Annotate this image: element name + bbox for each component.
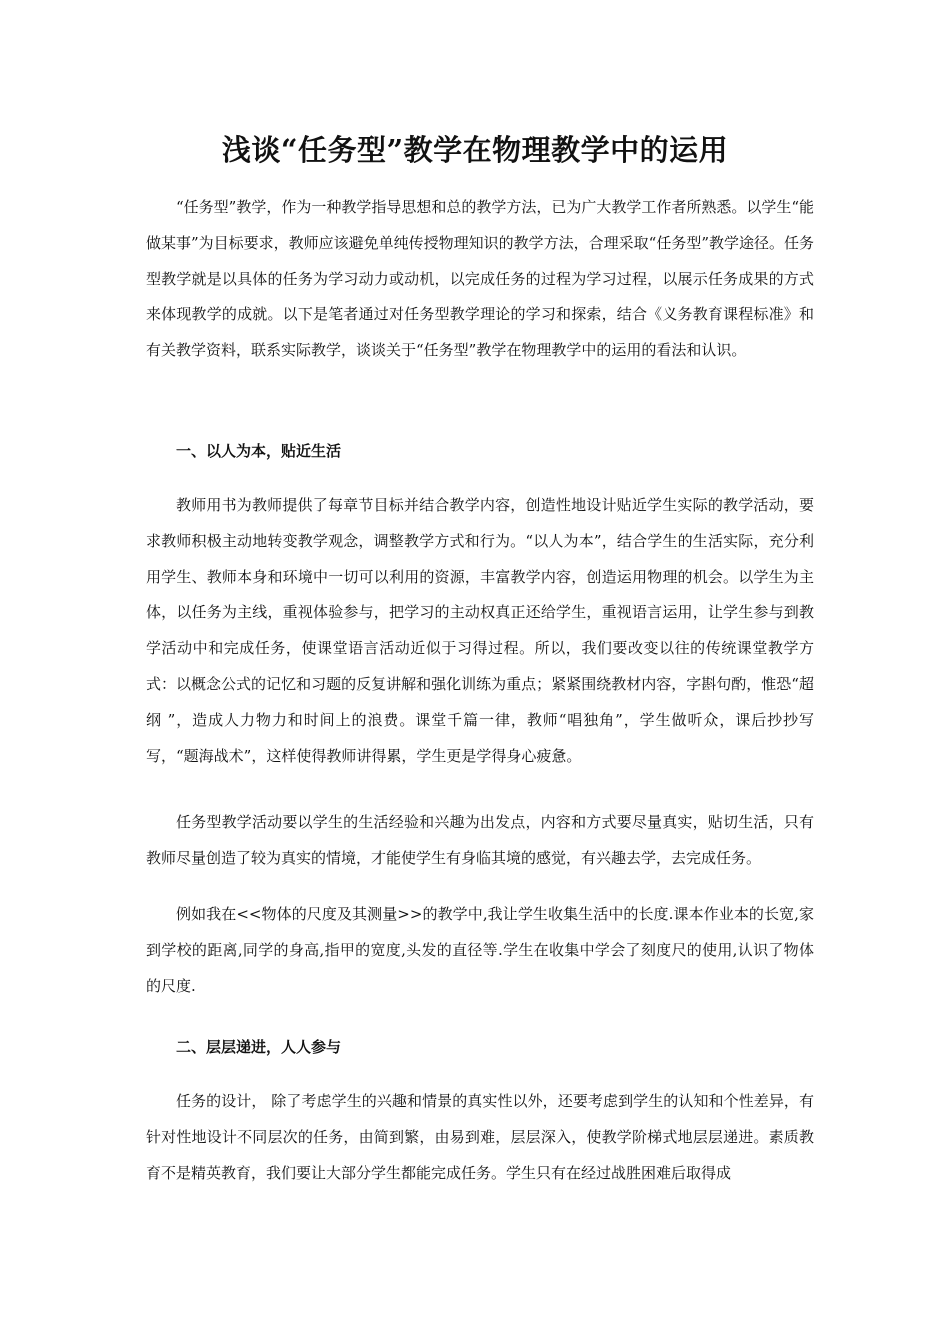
paragraph-intro: “任务型”教学，作为一种教学指导思想和总的教学方法，已为广大教学工作者所熟悉。以学生“能做某事”为目标要求，教师应该避免单纯传授物理知识的教学方法，合理采取“任务型”教学途径。任务型教学就是以具体的任务为学习动力或动机，以完成任务的过程为学习过程，以展示任务成果的方式来体现教学的成就。以下是笔者通过对任务型教学理论的学习和探索，结合《义务教育课程标准》和有关教学资料，联系实际教学，谈谈关于“任务型”教学在物理教学中的运用的看法和认识。 [146,198,815,360]
section-heading-1: 一、以人为本，贴近生活 [176,442,342,460]
paragraph-section2-body: 任务的设计， 除了考虑学生的兴趣和情景的真实性以外，还要考虑到学生的认知和个性差异，有针对性地设计不同层次的任务，由简到繁，由易到难，层层深入，使教学阶梯式地层层递进。素质教育不是精英教育，我们要让大部分学生都能完成任务。学生只有在经过战胜困难后取得成 [146,1092,814,1182]
section-heading-2: 二、层层递进，人人参与 [176,1038,342,1056]
paragraph-section1-task: 任务型教学活动要以学生的生活经验和兴趣为出发点，内容和方式要尽量真实，贴切生活，只有教师尽量创造了较为真实的情境，才能使学生有身临其境的感觉，有兴趣去学，去完成任务。 [146,813,814,867]
document-title: 浅谈“任务型”教学在物理教学中的运用 [221,133,729,167]
paragraph-section1-body: 教师用书为教师提供了每章节目标并结合教学内容，创造性地设计贴近学生实际的教学活动，要求教师积极主动地转变教学观念，调整教学方式和行为。“以人为本”，结合学生的生活实际，充分利用学生、教师本身和环境中一切可以利用的资源，丰富教学内容，创造运用物理的机会。以学生为主体，以任务为主线，重视体验参与，把学习的主动权真正还给学生，重视语言运用，让学生参与到教学活动中和完成任务，使课堂语言活动近似于习得过程。所以，我们要改变以往的传统课堂教学方式：以概念公式的记忆和习题的反复讲解和强化训练为重点；紧紧围绕教材内容，字斟句酌，惟恐“超纲 ”，造成人力物力和时间上的浪费。课堂千篇一律，教师“唱独角”，学生做听众，课后抄抄写写，“题海战术”，这样使得教师讲得累，学生更是学得身心疲惫。 [146,496,814,765]
paragraph-section1-example: 例如我在<<物体的尺度及其测量>>的教学中,我让学生收集生活中的长度.课本作业本的长宽,家到学校的距离,同学的身高,指甲的宽度,头发的直径等.学生在收集中学会了刻度尺的使用,认识了物体的尺度. [146,905,814,995]
